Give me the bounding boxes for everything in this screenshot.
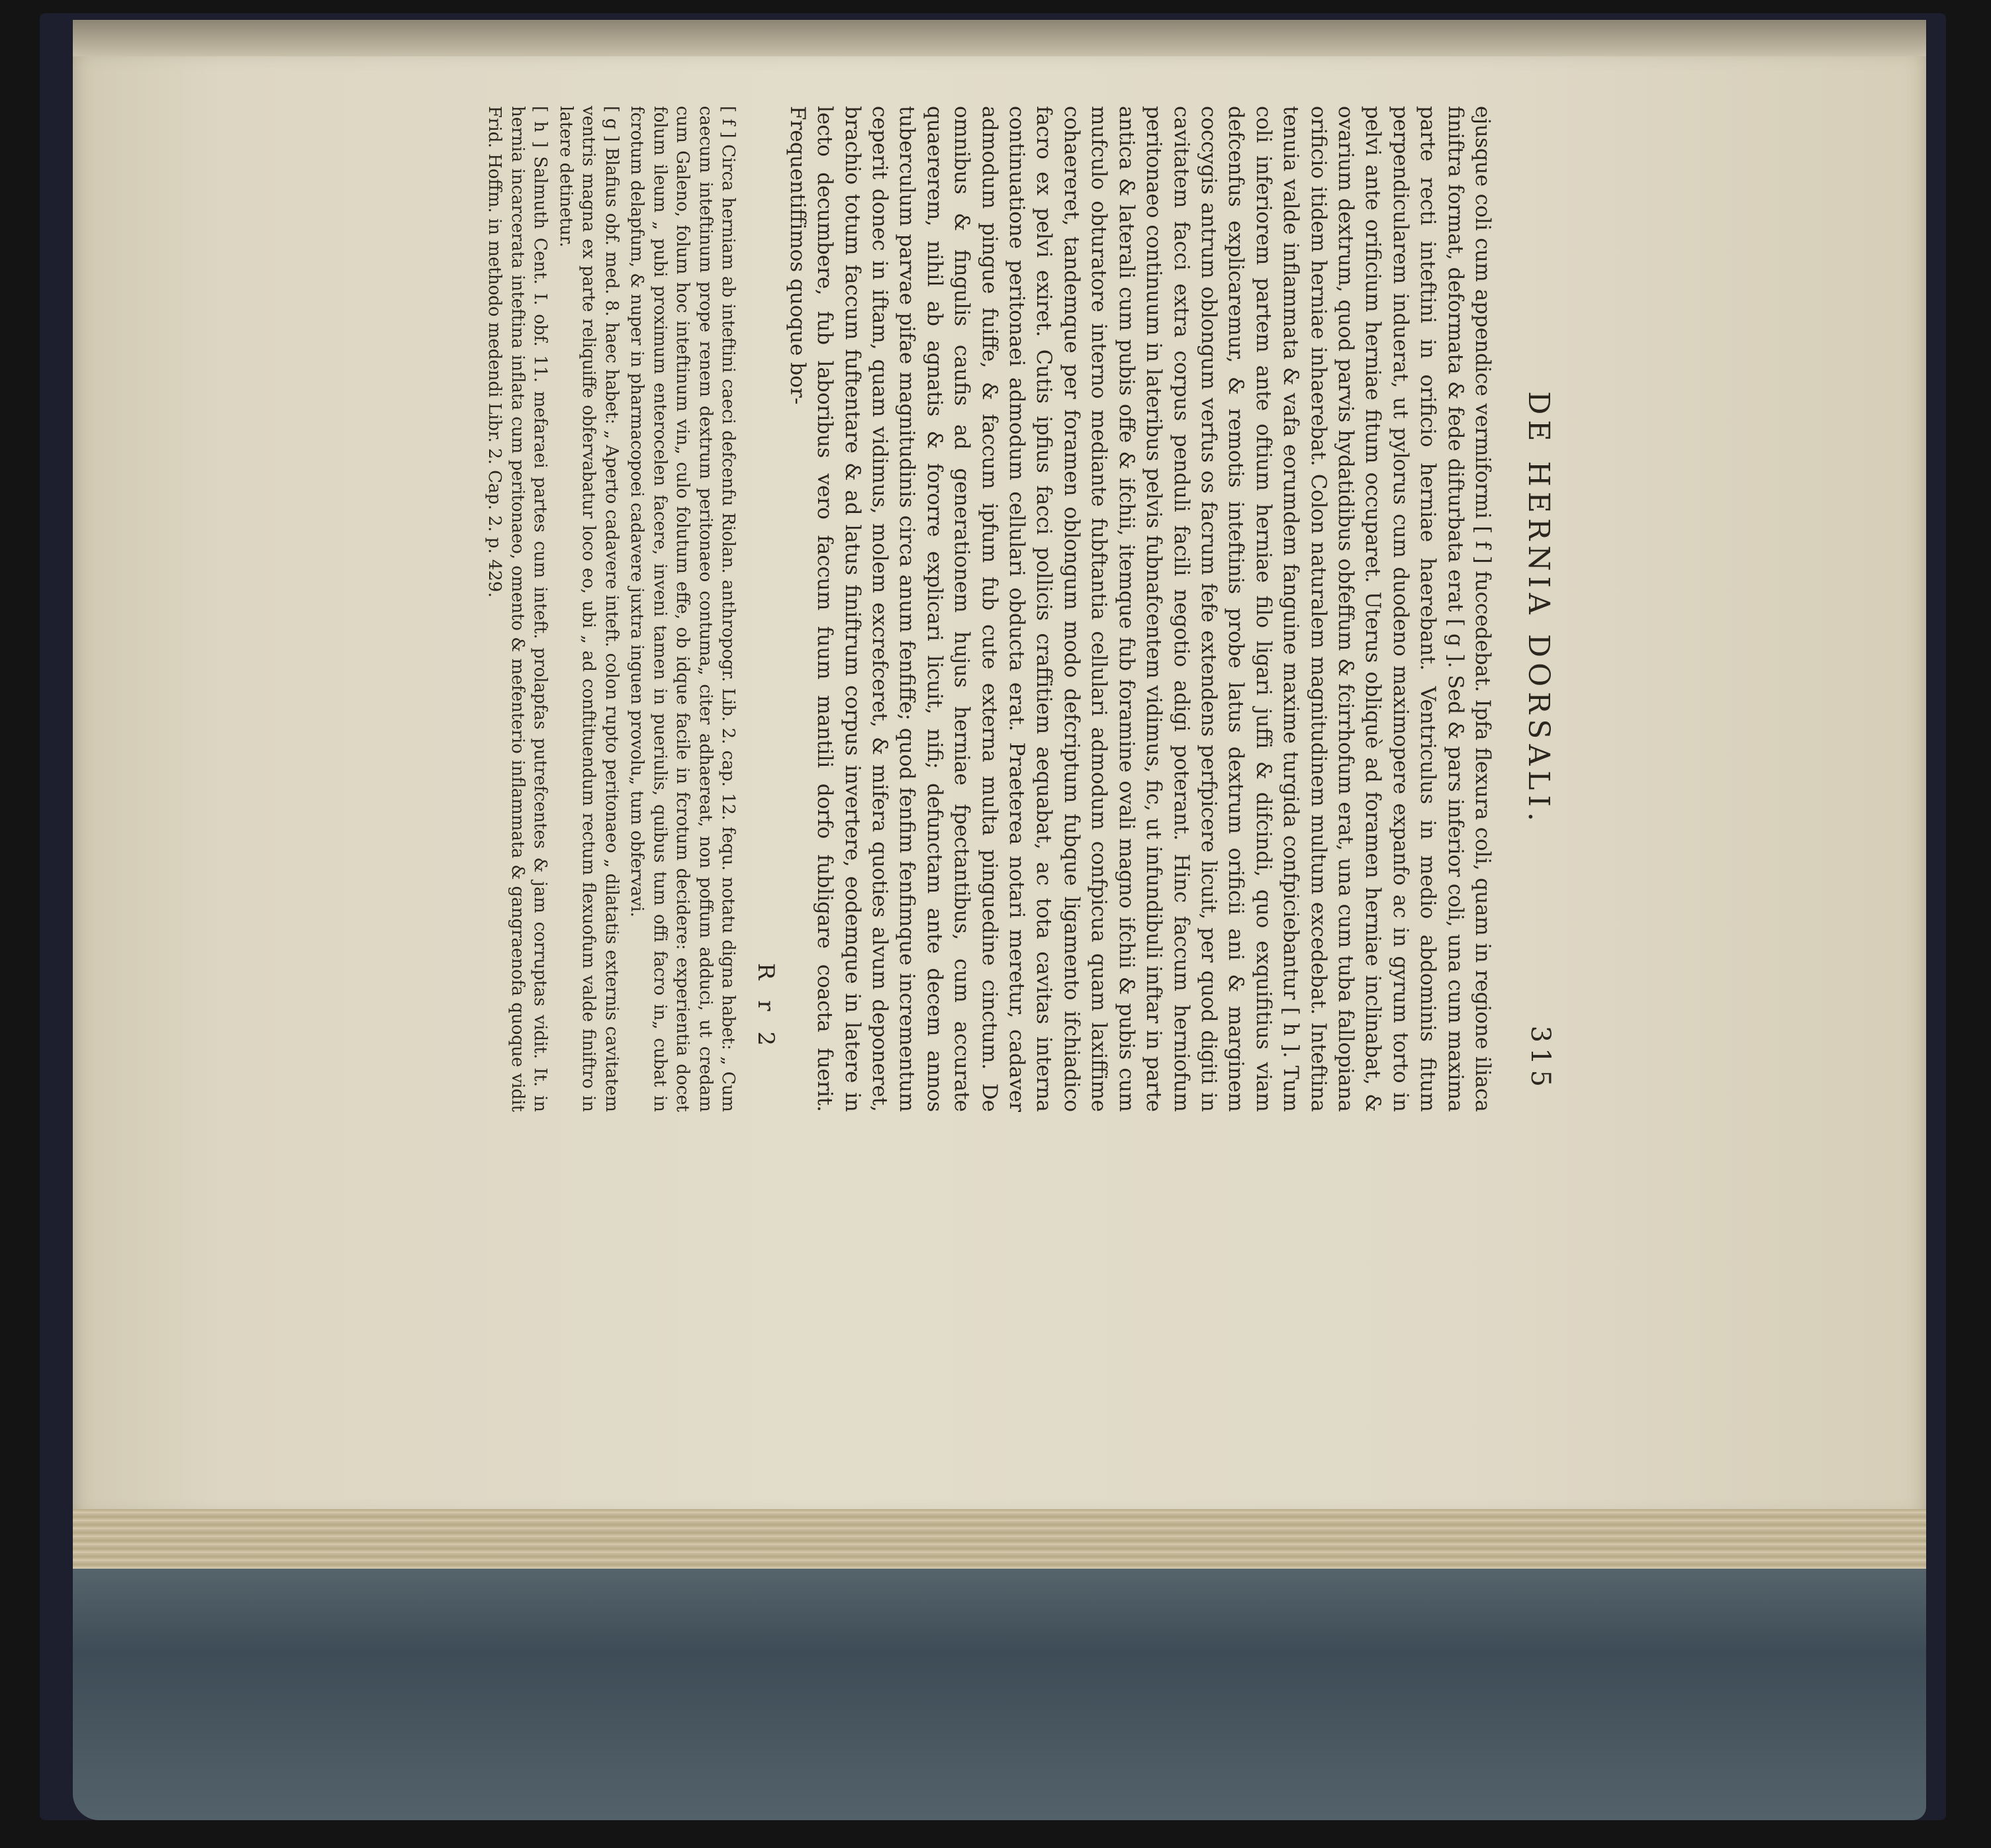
page-gutter-shadow bbox=[73, 20, 1926, 56]
footnote-g: [ g ] Blafius obf. med. 8. haec habet: „ Aperto cadavere inteft. colon rupto peritonaeo „ dilatatis externis cavitatem ventris magna ex parte reliquiffe obfervabatur loco eo, ubi „ ad conftituendum rectum flexuofum valde finiftro in latere detinetur. bbox=[555, 106, 622, 1112]
book-fore-edge bbox=[73, 1542, 1926, 1820]
page-number: 315 bbox=[1525, 1025, 1555, 1092]
signature-mark: R r 2 bbox=[753, 962, 780, 1052]
footnote-h: [ h ] Salmuth Cent. I. obf. 11. mefaraei partes cum inteft. prolapfas putrefcentes & jam corruptas vidit. It. in hernia incarcerata inteftina inflata cum peritonaeo, omento & mefenterio inflammata & gangraenofa quoque vidit Frid. Hoffm. in methodo medendi Libr. 2. Cap. 2. p. 429. bbox=[485, 106, 551, 1112]
running-title: DE HERNIA DORSALI. bbox=[1522, 391, 1555, 827]
page-text-block bbox=[485, 106, 1555, 1112]
footnote-f: [ f ] Circa herniam ab inteftini caeci defcenfu Riolan. anthropogr. Lib. 2. cap. 12. fequ. notatu digna habet: „ Cum caecum inteftinum prope renem dextrum peritonaeo contuma„ citer adhaereat, non poffum adduci, ut credam cum Galeno, folum hoc inteftinum vin„ culo folutum effe, ob idque facile in fcrotum decidere: experientia docet folum ileum „ pubi proximum enterocelen facere, inveni tamen in pueriulis, quibus tum offi facro in„ cubat in fcrotum delapfum, & nuper in pharmacopoei cadavere juxtra inguen provolu„ tum obfervavi. bbox=[627, 106, 739, 1112]
running-head bbox=[1496, 106, 1555, 1112]
body-paragraph: ejusque coli cum appendice vermiformi [ f ] fuccedebat. Ipfa flexura coli, quam in regione iliaca finiftra format, deformata & fede difturbata erat [ g ]. Sed & pars inferior coli, una cum maxima parte recti inteftini in orificio herniae haerebant. Ventriculus in medio abdominis fitum perpendicularem induerat, ut pylorus cum duodeno maximopere expanfo ac in gyrum torto in pelvi ante orificium herniae fitum occuparet. Uterus obliquè ad foramen herniae inclinabat, & ovarium dextrum, quod parvis hydatidibus obfeffum & fcirrhofum erat, una cum tuba fallopiana orificio itidem herniae inhaerebat. Colon naturalem magnitudinem multum excedebat. Inteftina tenuia valde inflammata & vafa eorumdem fanguine maxime turgida confpiciebantur [ h ]. Tum coli inferiorem partem ante oftium herniae filo ligari juffi & difcindi, quo exquifitius viam defcenfus explicaremur, & remotis inteftinis probe latus dextrum orificii ani & marginem coccygis antrum oblongum verfus os facrum fefe extendens perfpicere licuit, per quod digiti in cavitatem facci extra corpus penduli facili negotio adigi poterant. Hinc faccum herniofum peritonaeo continuum in lateribus pelvis fubnafcentem vidimus, fic, ut infundibuli inftar in parte antica & laterali cum pubis offe & ifchii, itemque fub foramine ovali magno ifchii & pubis cum mufculo obturatore interno mediante fubftantia cellulari admodum confpicua quam laxiffime cohaereret, tandemque per foramen oblongum modo defcriptum fubque ligamento ifchiadico facro ex pelvi exiret. Cutis ipfius facci pollicis craffitiem aequabat, ac tota cavitas interna continuatione peritonaei admodum cellulari obducta erat. Praeterea notari meretur, cadaver admodum pingue fuiffe, & faccum ipfum fub cute externa multa pinguedine cinctum. De omnibus & fingulis caufis ad generationem hujus herniae fpectantibus, cum accurate quaererem, nihil ab agnatis & fororre explicari licuit, nifi; defunctam ante decem annos tuberculum parvae pifae magnitudinis circa anum fenfiffe; quod fenfim fenfimque incrementum ceperit donec in iftam, quam vidimus, molem excrefceret, & mifera quoties alvum deponeret, brachio totum faccum fuftentare & ad latus finiftrum corpus invertere, eodemque in latere in lecto decumbere, fub laboribus vero faccum fuum mantili dorfo fubligare coacta fuerit. Frequentiffimos quoque bor- bbox=[785, 106, 1495, 1112]
